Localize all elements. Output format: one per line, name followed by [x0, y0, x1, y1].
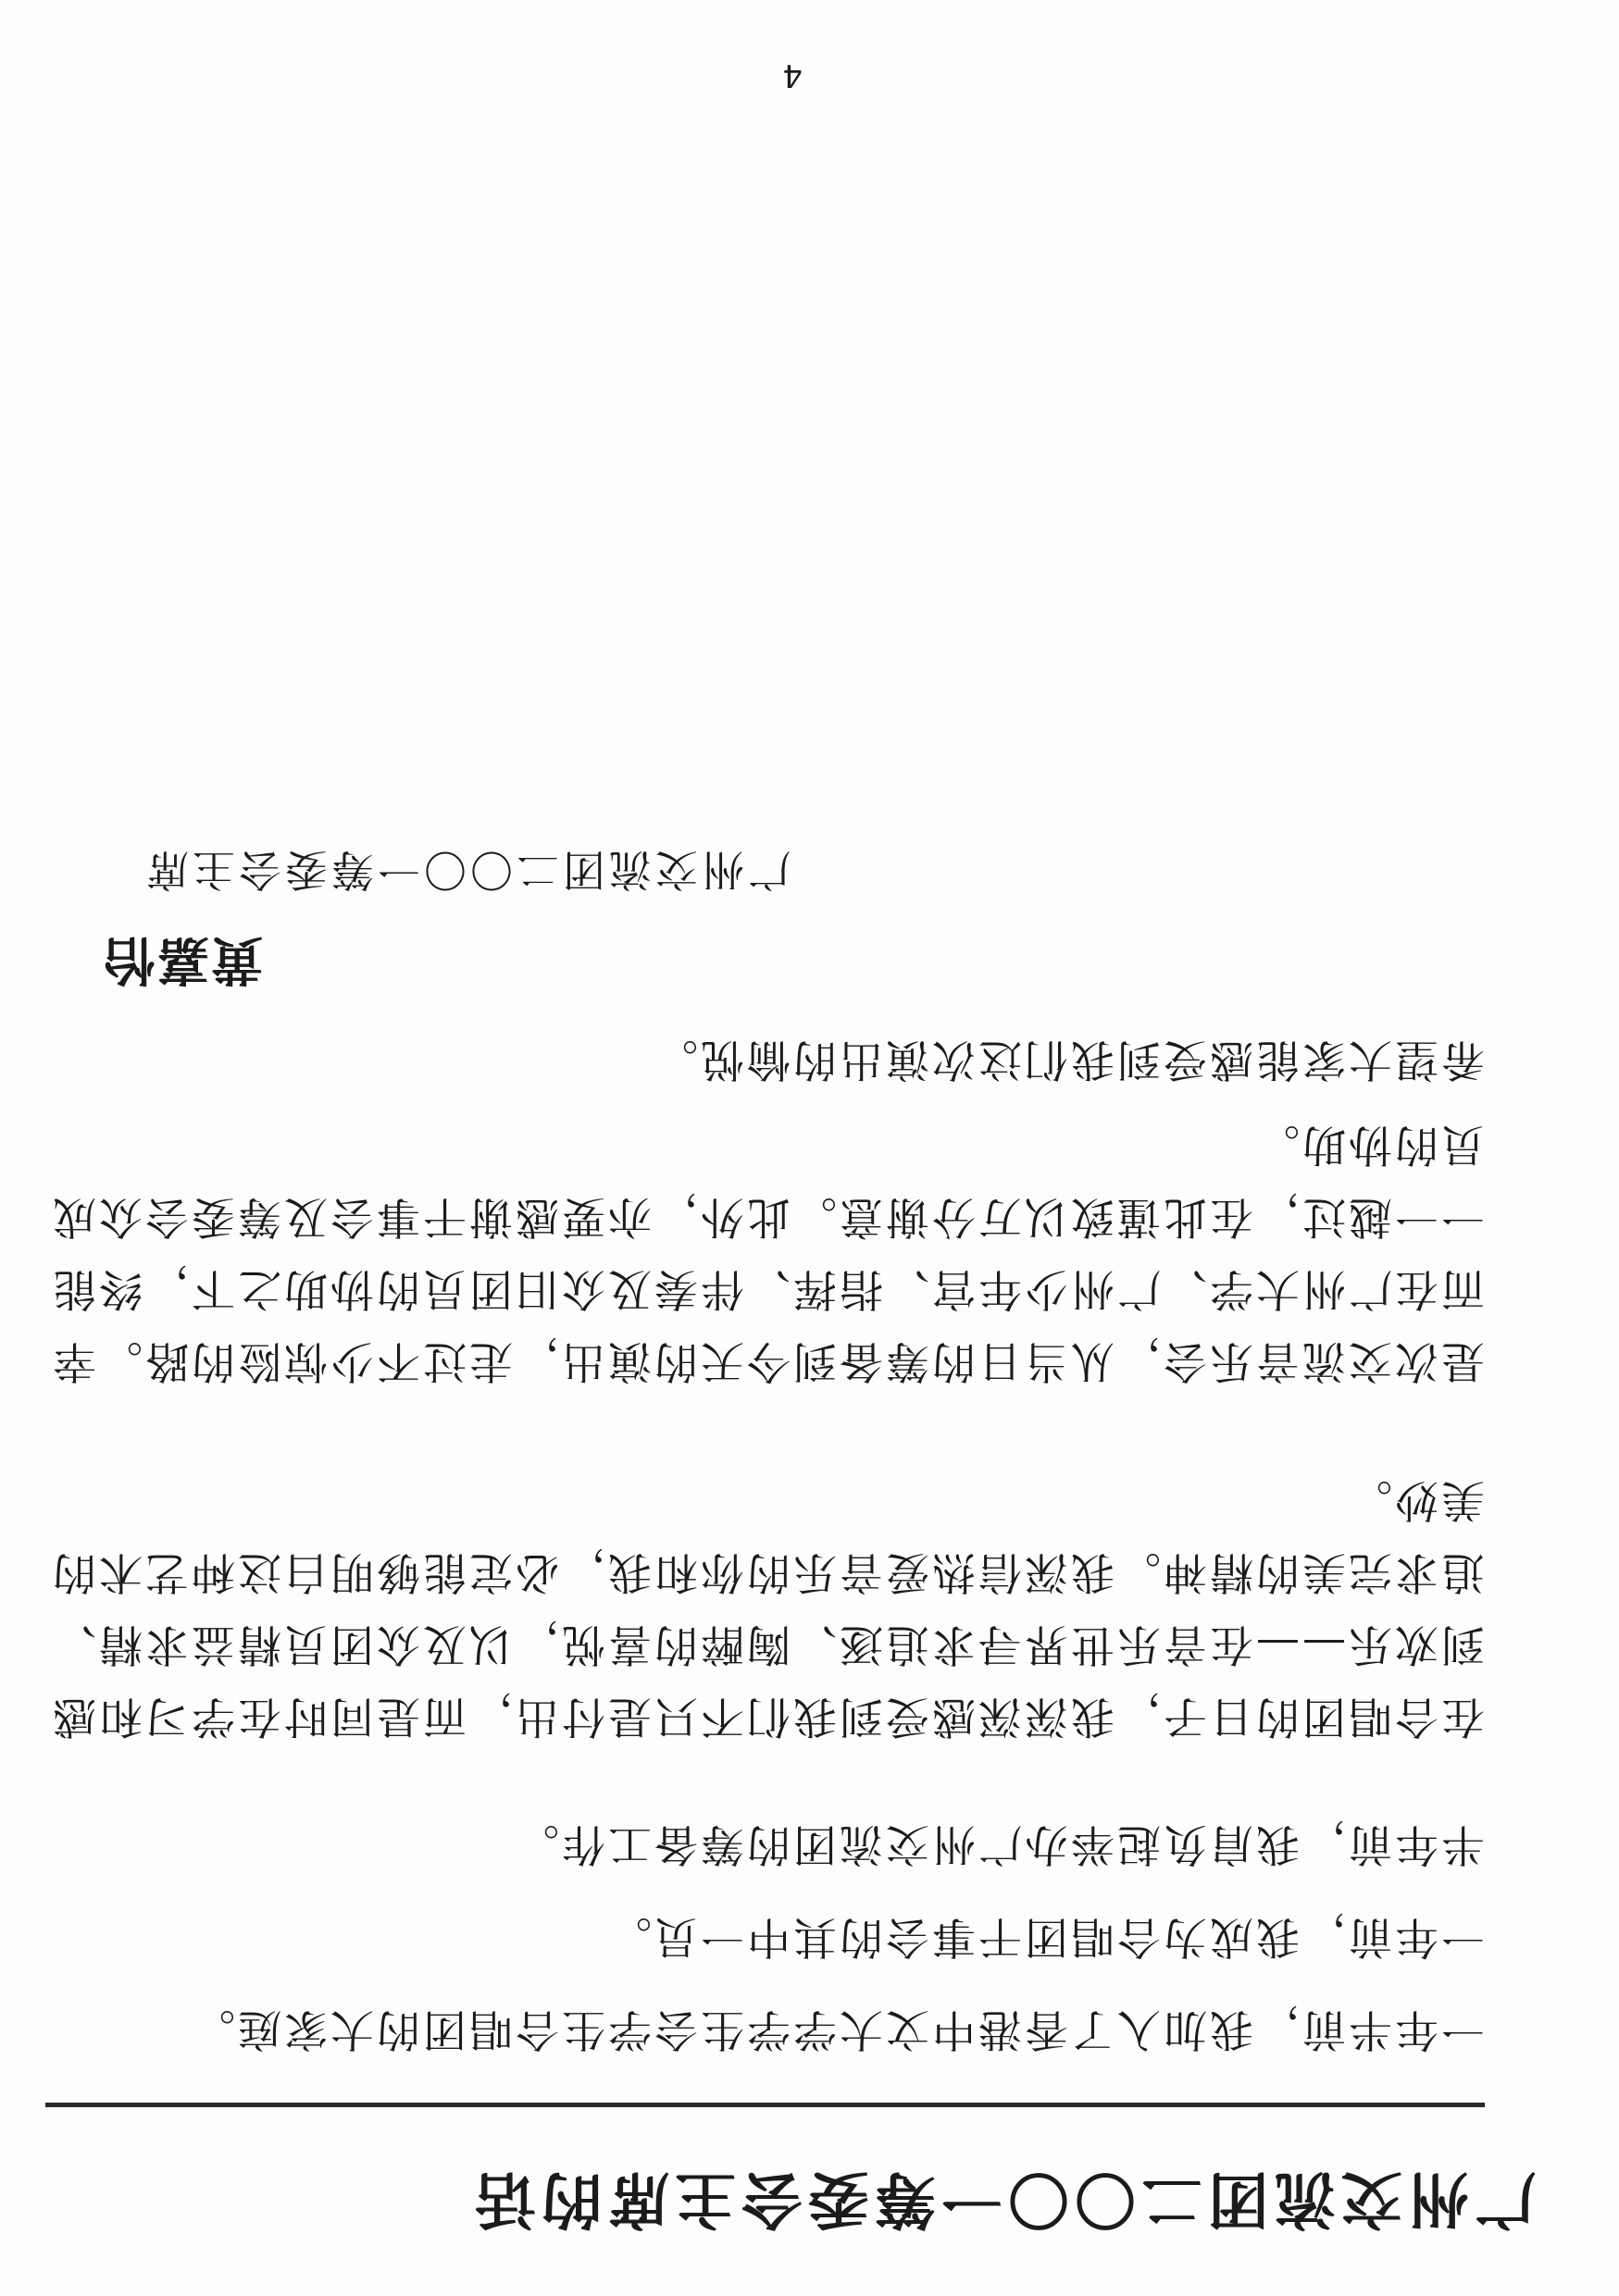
paragraph-5: 是次交流音乐会，从当日的筹备到今天的演出，走过不少惊险的路。幸而在广州大学、广州少年宫、指挥、伴奏及众旧团员的协助之下，终能一一越过，在此谨致以万分谢意。此外，亦要感谢干事会及筹委会众成员的协助。 — [50, 1119, 1485, 1386]
signature-name: 黄嘉怡 — [102, 929, 263, 989]
paragraph-2: 一年前，我成为合唱团干事会的其中一员。 — [605, 1911, 1485, 1962]
signature-title: 广州交流团二〇〇一筹委会主席 — [143, 845, 791, 895]
paragraph-3: 半年前，我肩负起举办广州交流团的筹备工作。 — [513, 1818, 1485, 1869]
page-title: 广州交流团二〇〇一筹委会主席的话 — [469, 2164, 1536, 2235]
paragraph-1: 一年半前，我加入了香港中文大学学生会学生合唱团的大家庭。 — [189, 2004, 1485, 2054]
paragraph-6: 希望大家能感受到我们这次演出的愉悦。 — [652, 1034, 1485, 1085]
page-number: 4 — [782, 56, 803, 93]
title-divider — [45, 2103, 1485, 2107]
paragraph-4: 在合唱团的日子，我深深感受到我们不只是付出，而是同时在学习和感到欢乐——在音乐世界寻求追逐、陶醉的喜悦，以及众团员精益求精、追求完美的精神。我深信热爱音乐的你和我，必定能够明白这种艺术的美妙。 — [50, 1474, 1485, 1742]
